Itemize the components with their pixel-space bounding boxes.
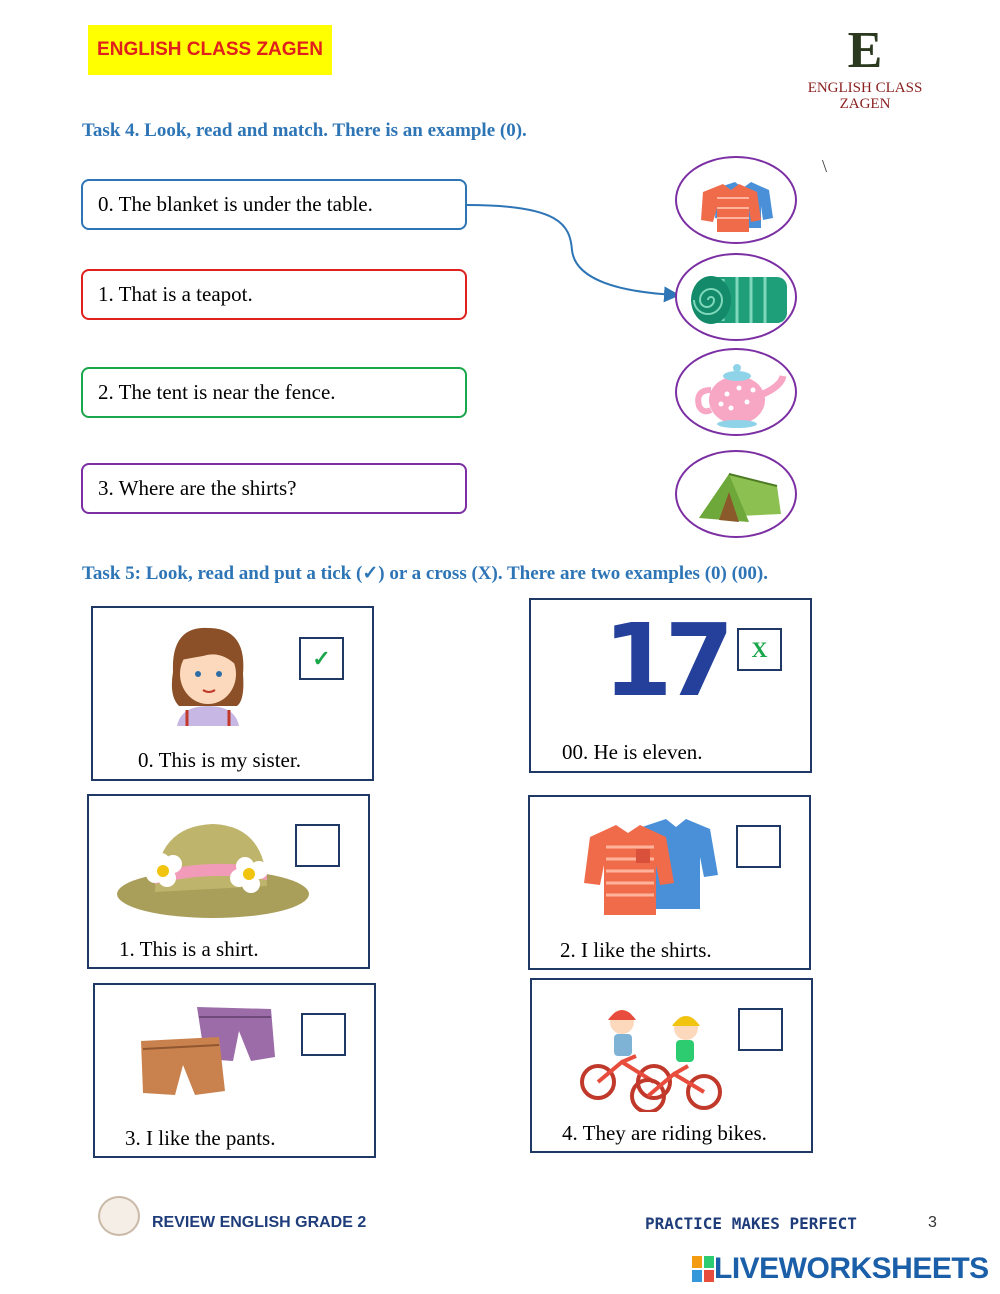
match-picture-blanket[interactable] <box>675 253 797 341</box>
logo-text: ENGLISH CLASS ZAGEN <box>807 80 923 112</box>
tick-caption-4: 4. They are riding bikes. <box>562 1121 767 1145</box>
tick-card-00 <box>529 598 812 773</box>
task4-title-prefix: Task 4. <box>82 120 140 141</box>
tick-card-0 <box>91 606 374 781</box>
tick-checkbox-0[interactable]: ✓ <box>299 637 344 680</box>
tent-icon <box>677 452 799 540</box>
match-sentence-1[interactable]: 1. That is a teapot. <box>81 269 467 320</box>
tick-caption-00: 00. He is eleven. <box>562 740 703 764</box>
match-sentence-3[interactable]: 3. Where are the shirts? <box>81 463 467 514</box>
hat-icon <box>115 816 311 924</box>
match-sentence-2[interactable]: 2. The tent is near the fence. <box>81 367 467 418</box>
match-picture-tent[interactable] <box>675 450 797 538</box>
number-seventeen: 17 <box>603 602 727 719</box>
liveworksheets-logo-text: LIVEWORKSHEETS <box>714 1252 989 1285</box>
match-sentence-0[interactable]: 0. The blanket is under the table. <box>81 179 467 230</box>
tick-checkbox-1[interactable] <box>295 824 340 867</box>
tick-caption-0: 0. This is my sister. <box>138 748 301 772</box>
tick-caption-1: 1. This is a shirt. <box>119 937 259 961</box>
blanket-icon <box>677 255 799 343</box>
tick-card-3 <box>93 983 376 1158</box>
bikes-icon <box>578 992 728 1112</box>
tick-card-4 <box>530 978 813 1153</box>
tick-checkbox-3[interactable] <box>301 1013 346 1056</box>
liveworksheets-logo[interactable] <box>692 1252 989 1286</box>
footer-logo-icon <box>98 1196 140 1236</box>
tick-checkbox-2[interactable] <box>736 825 781 868</box>
tick-checkbox-4[interactable] <box>738 1008 783 1051</box>
task4-title-rest: Look, read and match. There is an example (0). <box>144 120 527 141</box>
tick-caption-3: 3. I like the pants. <box>125 1126 276 1150</box>
match-picture-shirts[interactable] <box>675 156 797 244</box>
tick-card-2 <box>528 795 811 970</box>
footer-right-text: PRACTICE MAKES PERFECT <box>645 1214 857 1233</box>
tick-card-1 <box>87 794 370 969</box>
logo-letter: E <box>847 22 883 79</box>
shirts-icon <box>576 813 726 919</box>
match-picture-teapot[interactable] <box>675 348 797 436</box>
example-match-line <box>0 0 1000 560</box>
task5-title: Task 5: Look, read and put a tick (✓) or a cross (X). There are two examples (0) (00). <box>82 563 769 584</box>
page-number: 3 <box>928 1214 937 1231</box>
tick-checkbox-00[interactable]: X <box>737 628 782 671</box>
header-badge: ENGLISH CLASS ZAGEN <box>88 25 332 75</box>
girl-icon <box>163 622 253 726</box>
stray-mark: \ <box>822 156 828 176</box>
footer-left-text: REVIEW ENGLISH GRADE 2 <box>152 1214 367 1231</box>
teapot-icon <box>677 350 799 438</box>
shorts-icon <box>135 1003 277 1101</box>
tick-caption-2: 2. I like the shirts. <box>560 938 712 962</box>
shirts-icon <box>677 158 799 246</box>
liveworksheets-logo-icon <box>692 1256 714 1282</box>
